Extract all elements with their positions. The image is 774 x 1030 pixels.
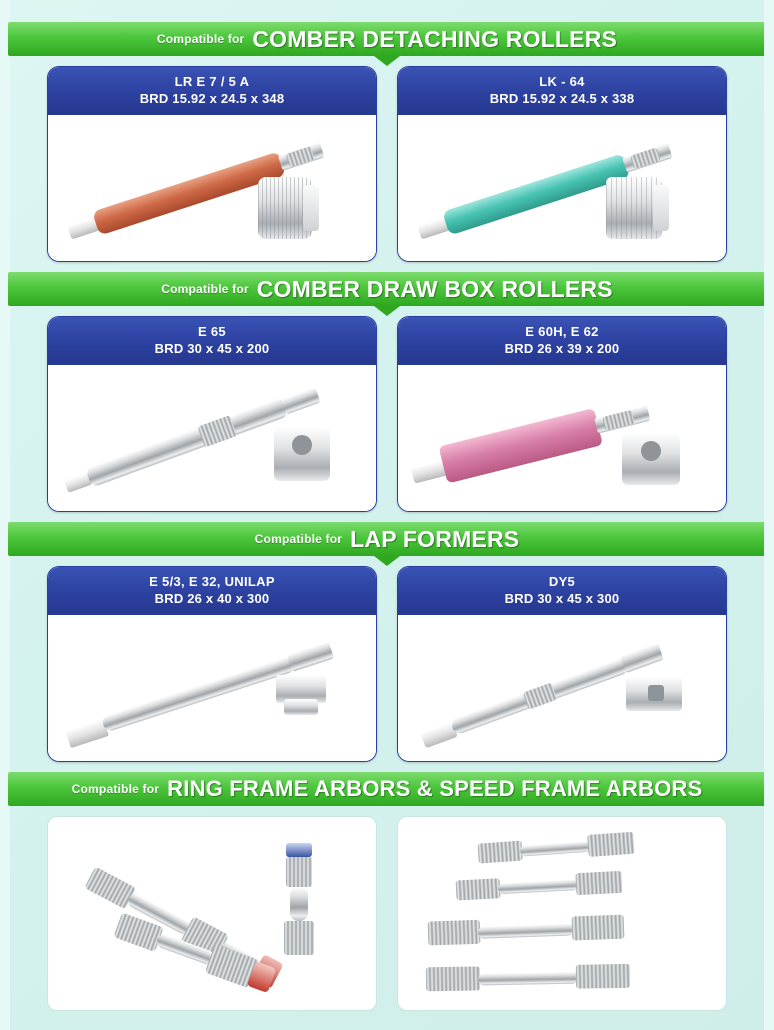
banner-heading: COMBER DETACHING ROLLERS bbox=[252, 25, 618, 52]
product-card[interactable] bbox=[397, 66, 727, 262]
card-model: LK - 64 bbox=[539, 74, 585, 89]
knurl-icon bbox=[523, 683, 557, 710]
knurl-icon bbox=[198, 415, 237, 447]
card-model: LR E 7 / 5 A bbox=[174, 74, 250, 89]
card-header bbox=[48, 317, 376, 365]
card-row-1 bbox=[0, 64, 774, 268]
section-banner-comber-draw-box-rollers bbox=[8, 272, 766, 314]
arbor-knurl-icon bbox=[572, 915, 625, 941]
section-banner-comber-detaching-rollers bbox=[8, 22, 766, 64]
arbor-knurl-icon bbox=[478, 841, 523, 864]
product-card[interactable] bbox=[47, 66, 377, 262]
arbor-shaft-icon bbox=[520, 841, 591, 857]
product-card[interactable] bbox=[47, 566, 377, 762]
banner-tail-icon bbox=[374, 306, 400, 316]
arbor-knurl-icon bbox=[576, 964, 630, 989]
arbor-knurl-icon bbox=[587, 832, 634, 857]
card-header bbox=[398, 317, 726, 365]
card-header bbox=[48, 67, 376, 115]
card-image-pink-cot-draw-box-roller bbox=[398, 365, 726, 511]
card-spec: BRD 26 x 39 x 200 bbox=[504, 341, 620, 356]
arbor-shaft-icon bbox=[478, 972, 578, 986]
product-card[interactable] bbox=[397, 316, 727, 512]
banner-heading: LAP FORMERS bbox=[350, 525, 520, 552]
card-spec: BRD 15.92 x 24.5 x 338 bbox=[489, 91, 635, 106]
arbor-panel-speed-frame[interactable] bbox=[397, 816, 727, 1011]
banner-tail-icon bbox=[374, 56, 400, 66]
shaft-end-right-icon bbox=[620, 643, 664, 674]
banner-prefix: Compatible for bbox=[156, 31, 245, 46]
banner-tail-icon bbox=[374, 556, 400, 566]
card-header bbox=[398, 567, 726, 615]
banner-prefix: Compatible for bbox=[71, 781, 160, 796]
arbor-knurl-icon bbox=[575, 871, 622, 895]
shaft-end-right-icon bbox=[281, 387, 320, 414]
teal-roller-icon bbox=[442, 153, 630, 235]
banner-heading: COMBER DRAW BOX ROLLERS bbox=[256, 275, 613, 302]
arbor-knurl-icon bbox=[286, 857, 312, 887]
card-model: E 65 bbox=[198, 324, 226, 339]
arbor-shaft-icon bbox=[498, 879, 578, 894]
card-image-teal-cot-roller bbox=[398, 115, 726, 261]
card-header bbox=[48, 567, 376, 615]
card-image-orange-cot-roller bbox=[48, 115, 376, 261]
card-image-lap-former-roller bbox=[398, 615, 726, 761]
steel-roller-icon bbox=[101, 656, 296, 733]
pink-roller-icon bbox=[438, 408, 602, 484]
card-row-3 bbox=[0, 564, 774, 768]
arbor-knurl-icon bbox=[456, 878, 501, 900]
banner-heading: RING FRAME ARBORS & SPEED FRAME ARBORS bbox=[167, 776, 703, 801]
product-card[interactable] bbox=[47, 316, 377, 512]
card-model: DY5 bbox=[548, 574, 576, 589]
card-spec: BRD 30 x 45 x 200 bbox=[154, 341, 270, 356]
card-image-steel-draw-box-roller bbox=[48, 365, 376, 511]
card-model: E 60H, E 62 bbox=[525, 324, 599, 339]
arbor-knurl-icon bbox=[426, 966, 480, 991]
banner-prefix: Compatible for bbox=[254, 531, 343, 546]
card-model: E 5/3, E 32, UNILAP bbox=[149, 574, 275, 589]
arbor-shaft-icon bbox=[155, 932, 216, 966]
shaft-end-right-icon bbox=[287, 641, 334, 672]
arbor-blue-cap-icon bbox=[286, 843, 312, 857]
arbor-panel-ring-frame[interactable] bbox=[47, 816, 377, 1011]
block-base-icon bbox=[284, 699, 318, 715]
section-banner-lap-formers bbox=[8, 522, 766, 564]
banner-prefix: Compatible for bbox=[161, 281, 249, 296]
card-row-2 bbox=[0, 314, 774, 518]
section-banner-ring-and-speed-frame-arbors bbox=[8, 772, 766, 814]
card-header bbox=[398, 67, 726, 115]
product-card[interactable] bbox=[397, 566, 727, 762]
arbor-knurl-icon bbox=[428, 920, 481, 946]
steel-roller-icon bbox=[85, 397, 289, 488]
card-image-lap-former-roller bbox=[48, 615, 376, 761]
card-spec: BRD 15.92 x 24.5 x 348 bbox=[139, 91, 285, 106]
arbor-knurl-icon bbox=[113, 912, 163, 951]
arbor-row bbox=[0, 814, 774, 1011]
arbor-shaft-icon bbox=[478, 923, 574, 938]
card-spec: BRD 26 x 40 x 300 bbox=[154, 591, 270, 606]
card-spec: BRD 30 x 45 x 300 bbox=[504, 591, 620, 606]
